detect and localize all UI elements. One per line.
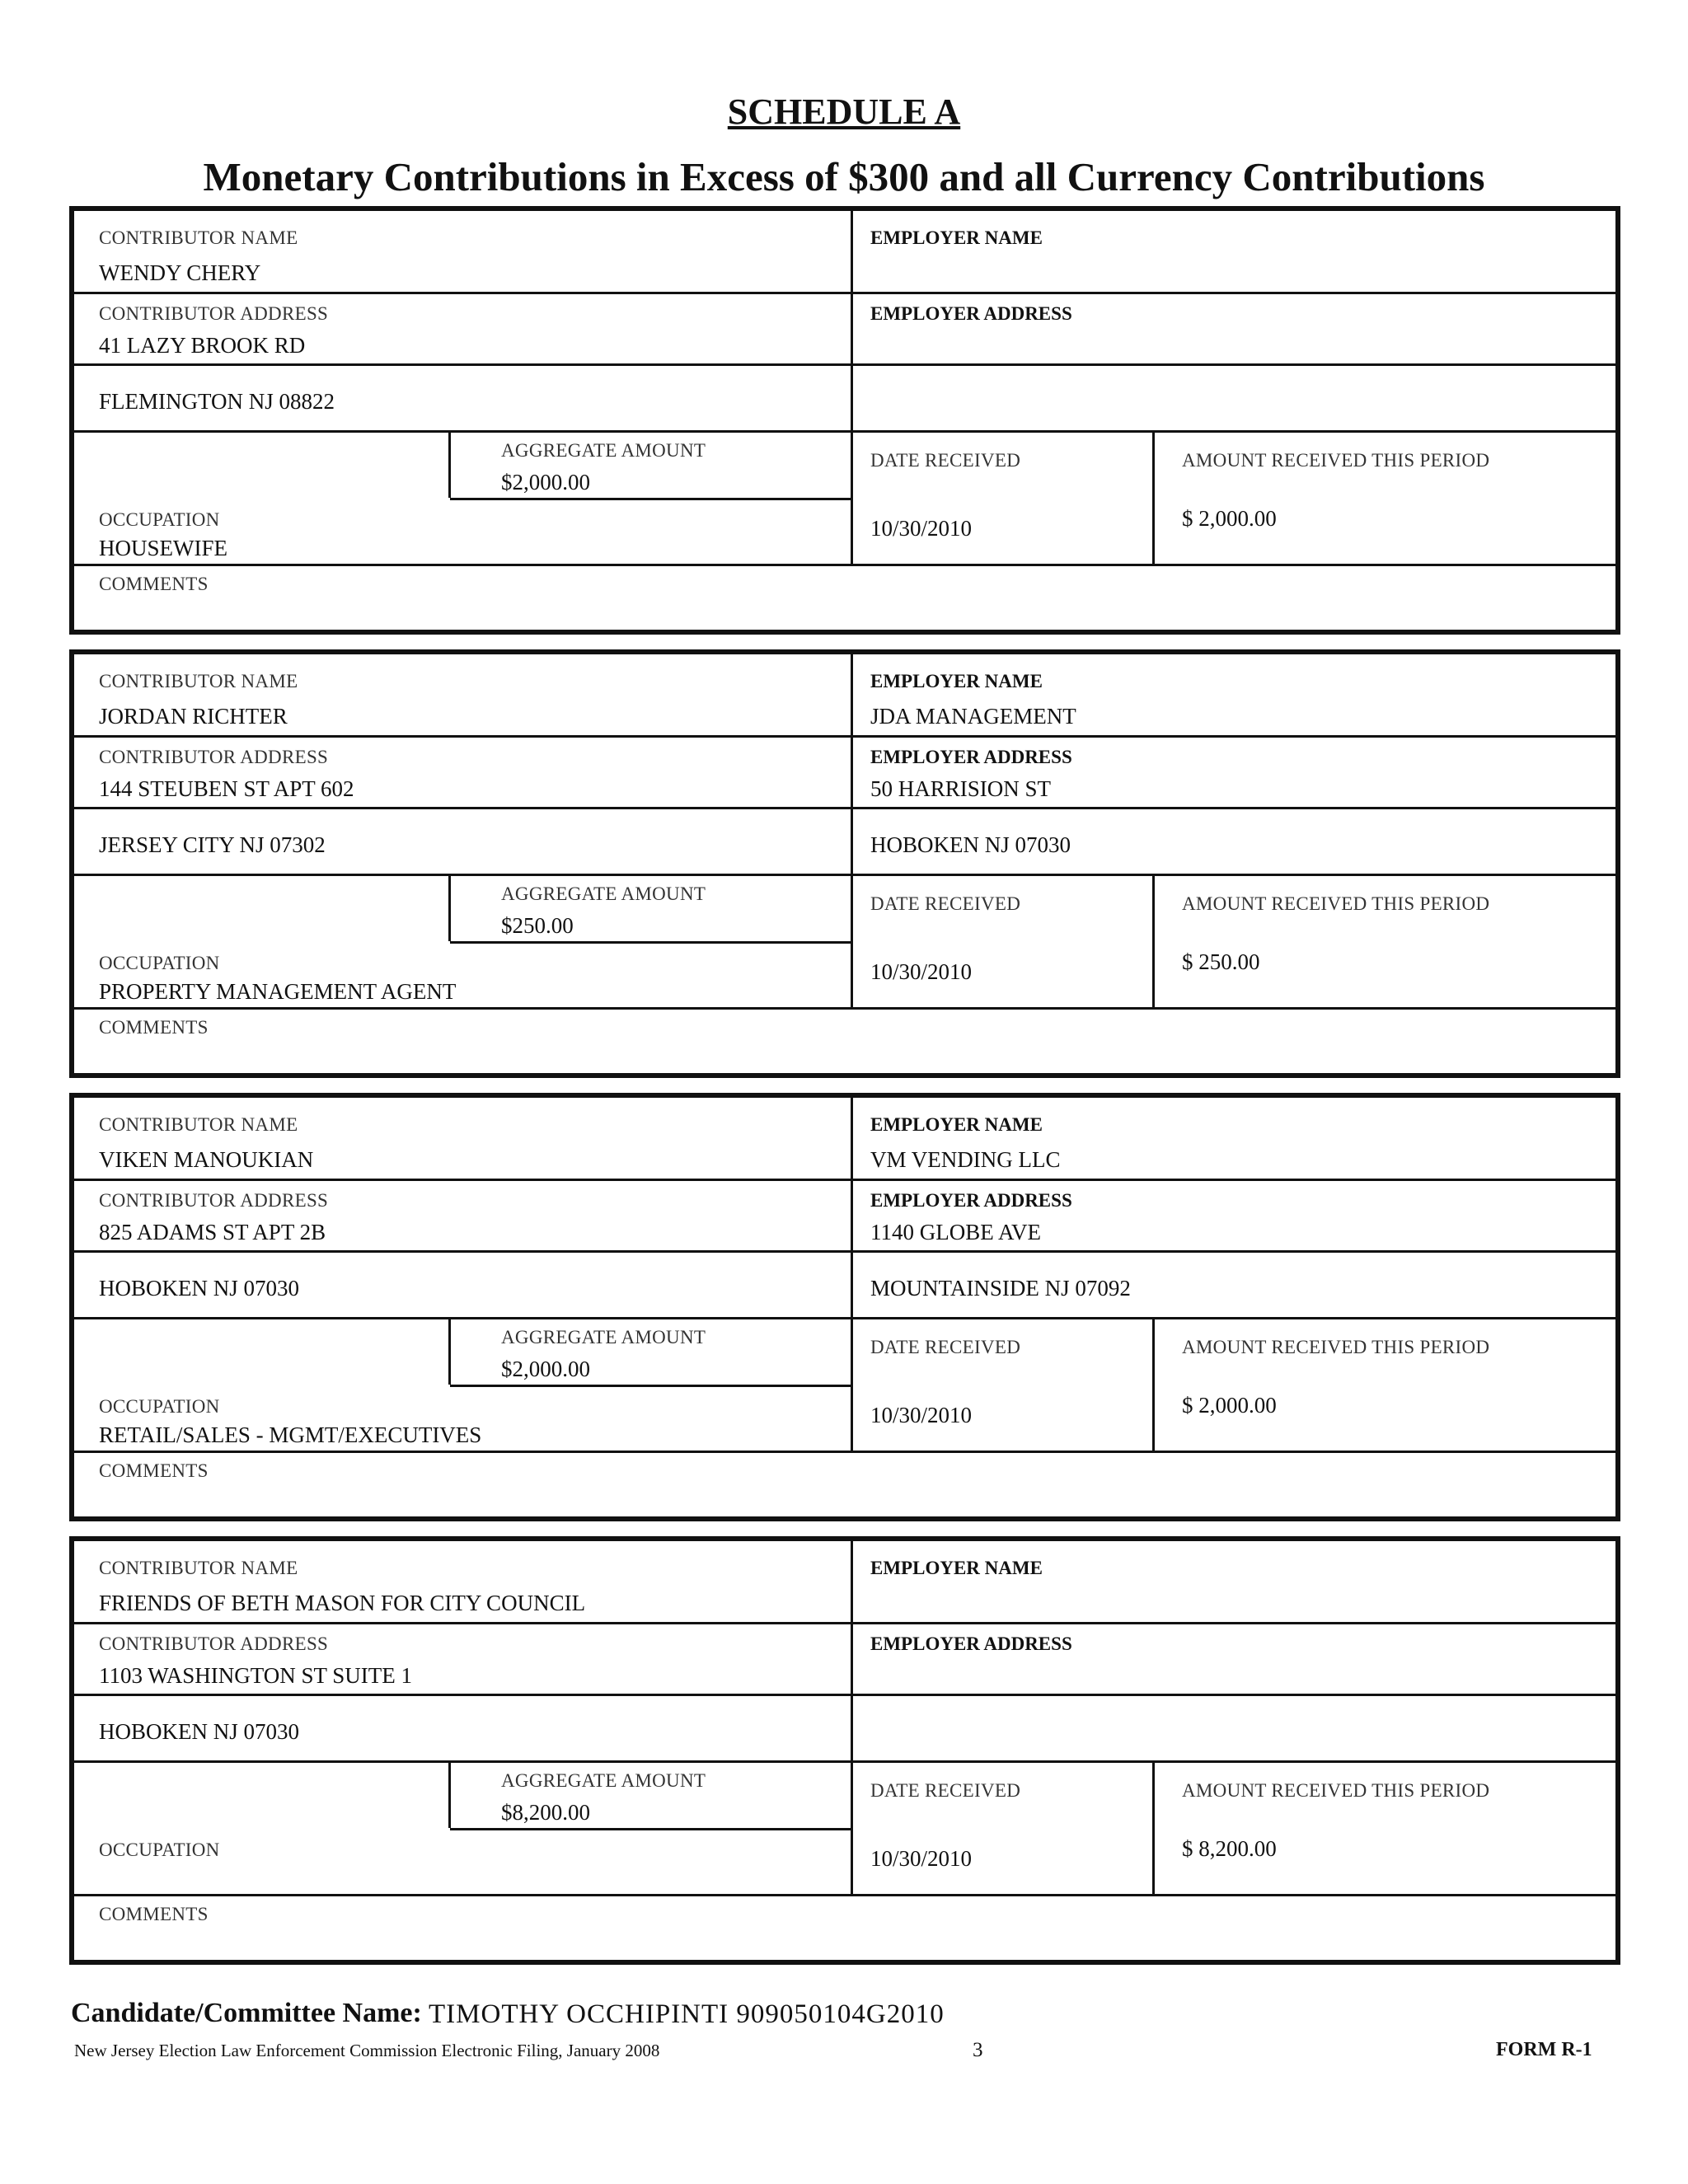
comments-label: COMMENTS: [99, 1904, 209, 1924]
form-rule: [74, 807, 1620, 809]
date-received: 10/30/2010: [870, 516, 973, 541]
form-rule: [450, 1385, 852, 1387]
aggregate-amount: $250.00: [501, 913, 574, 938]
form-rule: [1152, 1760, 1155, 1894]
contributor-address-line1: 825 ADAMS ST APT 2B: [99, 1220, 326, 1244]
form-rule: [448, 874, 451, 941]
date-received-label: DATE RECEIVED: [870, 1780, 1021, 1801]
contribution-record: [69, 649, 1620, 1078]
employer-name-label: EMPLOYER NAME: [870, 1114, 1043, 1135]
candidate-committee-label: Candidate/Committee Name:: [71, 1998, 422, 2028]
contributor-name-label: CONTRIBUTOR NAME: [99, 671, 298, 691]
occupation-label: OCCUPATION: [99, 1396, 220, 1417]
employer-name-label: EMPLOYER NAME: [870, 227, 1043, 248]
form-rule: [74, 1451, 1620, 1453]
form-rule: [851, 1098, 853, 1451]
contributor-address-label: CONTRIBUTOR ADDRESS: [99, 747, 329, 767]
employer-name: JDA MANAGEMENT: [870, 704, 1076, 729]
occupation: HOUSEWIFE: [99, 536, 227, 560]
form-rule: [1152, 430, 1155, 564]
form-rule: [74, 1250, 1620, 1253]
form-rule: [74, 874, 1620, 876]
employer-address-label: EMPLOYER ADDRESS: [870, 1190, 1072, 1211]
form-rule: [74, 1317, 1620, 1319]
form-rule: [851, 211, 853, 564]
contributor-address-line1: 41 LAZY BROOK RD: [99, 333, 306, 358]
employer-address-line1: 1140 GLOBE AVE: [870, 1220, 1042, 1244]
contributor-address-line2: HOBOKEN NJ 07030: [99, 1719, 299, 1744]
form-rule: [450, 1828, 852, 1830]
form-rule: [74, 1760, 1620, 1763]
form-rule: [448, 430, 451, 498]
amount-received: $ 250.00: [1182, 949, 1260, 974]
date-received: 10/30/2010: [870, 1846, 973, 1871]
aggregate-amount: $2,000.00: [501, 470, 590, 494]
form-rule: [450, 941, 852, 944]
contributor-address-line1: 1103 WASHINGTON ST SUITE 1: [99, 1663, 413, 1688]
contributor-address-line2: FLEMINGTON NJ 08822: [99, 389, 335, 414]
footer-agency: New Jersey Election Law Enforcement Commission Electronic Filing, January 2008: [74, 2041, 660, 2060]
employer-name-label: EMPLOYER NAME: [870, 671, 1043, 691]
date-received-label: DATE RECEIVED: [870, 893, 1021, 914]
contributor-name-label: CONTRIBUTOR NAME: [99, 1114, 298, 1135]
aggregate-amount: $2,000.00: [501, 1357, 590, 1381]
form-rule: [74, 1179, 1620, 1181]
comments-label: COMMENTS: [99, 1460, 209, 1481]
form-rule: [74, 363, 1620, 366]
occupation: RETAIL/SALES - MGMT/EXECUTIVES: [99, 1422, 482, 1447]
form-rule: [851, 1541, 853, 1894]
occupation: PROPERTY MANAGEMENT AGENT: [99, 979, 457, 1004]
amount-received-label: AMOUNT RECEIVED THIS PERIOD: [1182, 450, 1490, 471]
amount-received: $ 2,000.00: [1182, 506, 1277, 531]
page-number: 3: [973, 2039, 983, 2061]
form-rule: [851, 654, 853, 1007]
form-rule: [74, 1694, 1620, 1696]
aggregate-amount-label: AGGREGATE AMOUNT: [501, 883, 706, 904]
contributor-address-line1: 144 STEUBEN ST APT 602: [99, 776, 354, 801]
form-rule: [74, 1622, 1620, 1624]
occupation-label: OCCUPATION: [99, 953, 220, 973]
form-rule: [1152, 874, 1155, 1007]
date-received: 10/30/2010: [870, 1403, 973, 1427]
employer-address-label: EMPLOYER ADDRESS: [870, 747, 1072, 767]
employer-name: VM VENDING LLC: [870, 1147, 1061, 1172]
form-rule: [1152, 1317, 1155, 1451]
schedule-title: SCHEDULE A: [727, 91, 961, 132]
aggregate-amount-label: AGGREGATE AMOUNT: [501, 1327, 706, 1347]
amount-received-label: AMOUNT RECEIVED THIS PERIOD: [1182, 1337, 1490, 1357]
contributor-name-label: CONTRIBUTOR NAME: [99, 227, 298, 248]
contributor-address-label: CONTRIBUTOR ADDRESS: [99, 303, 329, 324]
form-rule: [74, 1894, 1620, 1896]
amount-received: $ 8,200.00: [1182, 1836, 1277, 1861]
amount-received-label: AMOUNT RECEIVED THIS PERIOD: [1182, 893, 1490, 914]
contribution-record: [69, 1093, 1620, 1521]
contributor-name: FRIENDS OF BETH MASON FOR CITY COUNCIL: [99, 1591, 586, 1615]
comments-label: COMMENTS: [99, 574, 209, 594]
comments-label: COMMENTS: [99, 1017, 209, 1038]
employer-name-label: EMPLOYER NAME: [870, 1558, 1043, 1578]
employer-address-line1: 50 HARRISION ST: [870, 776, 1052, 801]
amount-received: $ 2,000.00: [1182, 1393, 1277, 1418]
employer-address-label: EMPLOYER ADDRESS: [870, 303, 1072, 324]
aggregate-amount-label: AGGREGATE AMOUNT: [501, 1770, 706, 1791]
contributor-address-label: CONTRIBUTOR ADDRESS: [99, 1633, 329, 1654]
contributor-address-line2: HOBOKEN NJ 07030: [99, 1276, 299, 1301]
contribution-record: [69, 1536, 1620, 1965]
contributor-address-label: CONTRIBUTOR ADDRESS: [99, 1190, 329, 1211]
contributor-name: JORDAN RICHTER: [99, 704, 288, 729]
contributor-name: VIKEN MANOUKIAN: [99, 1147, 314, 1172]
contributor-address-line2: JERSEY CITY NJ 07302: [99, 832, 326, 857]
employer-address-line2: MOUNTAINSIDE NJ 07092: [870, 1276, 1131, 1301]
employer-address-line2: HOBOKEN NJ 07030: [870, 832, 1071, 857]
occupation-label: OCCUPATION: [99, 1840, 220, 1860]
aggregate-amount-label: AGGREGATE AMOUNT: [501, 440, 706, 461]
form-rule: [74, 735, 1620, 738]
date-received-label: DATE RECEIVED: [870, 1337, 1021, 1357]
contribution-record: [69, 206, 1620, 635]
schedule-subtitle: Monetary Contributions in Excess of $300 and all Currency Contributions: [203, 154, 1485, 199]
form-rule: [448, 1760, 451, 1828]
form-rule: [74, 564, 1620, 566]
candidate-committee-value: TIMOTHY OCCHIPINTI 909050104G2010: [429, 1999, 945, 2029]
date-received-label: DATE RECEIVED: [870, 450, 1021, 471]
form-rule: [448, 1317, 451, 1385]
form-rule: [74, 1007, 1620, 1010]
amount-received-label: AMOUNT RECEIVED THIS PERIOD: [1182, 1780, 1490, 1801]
contributor-name: WENDY CHERY: [99, 260, 261, 285]
form-rule: [450, 498, 852, 500]
form-rule: [74, 430, 1620, 433]
date-received: 10/30/2010: [870, 959, 973, 984]
contributor-name-label: CONTRIBUTOR NAME: [99, 1558, 298, 1578]
employer-address-label: EMPLOYER ADDRESS: [870, 1633, 1072, 1654]
form-id: FORM R-1: [1496, 2039, 1592, 2060]
form-rule: [74, 292, 1620, 294]
occupation-label: OCCUPATION: [99, 509, 220, 530]
aggregate-amount: $8,200.00: [501, 1800, 590, 1825]
